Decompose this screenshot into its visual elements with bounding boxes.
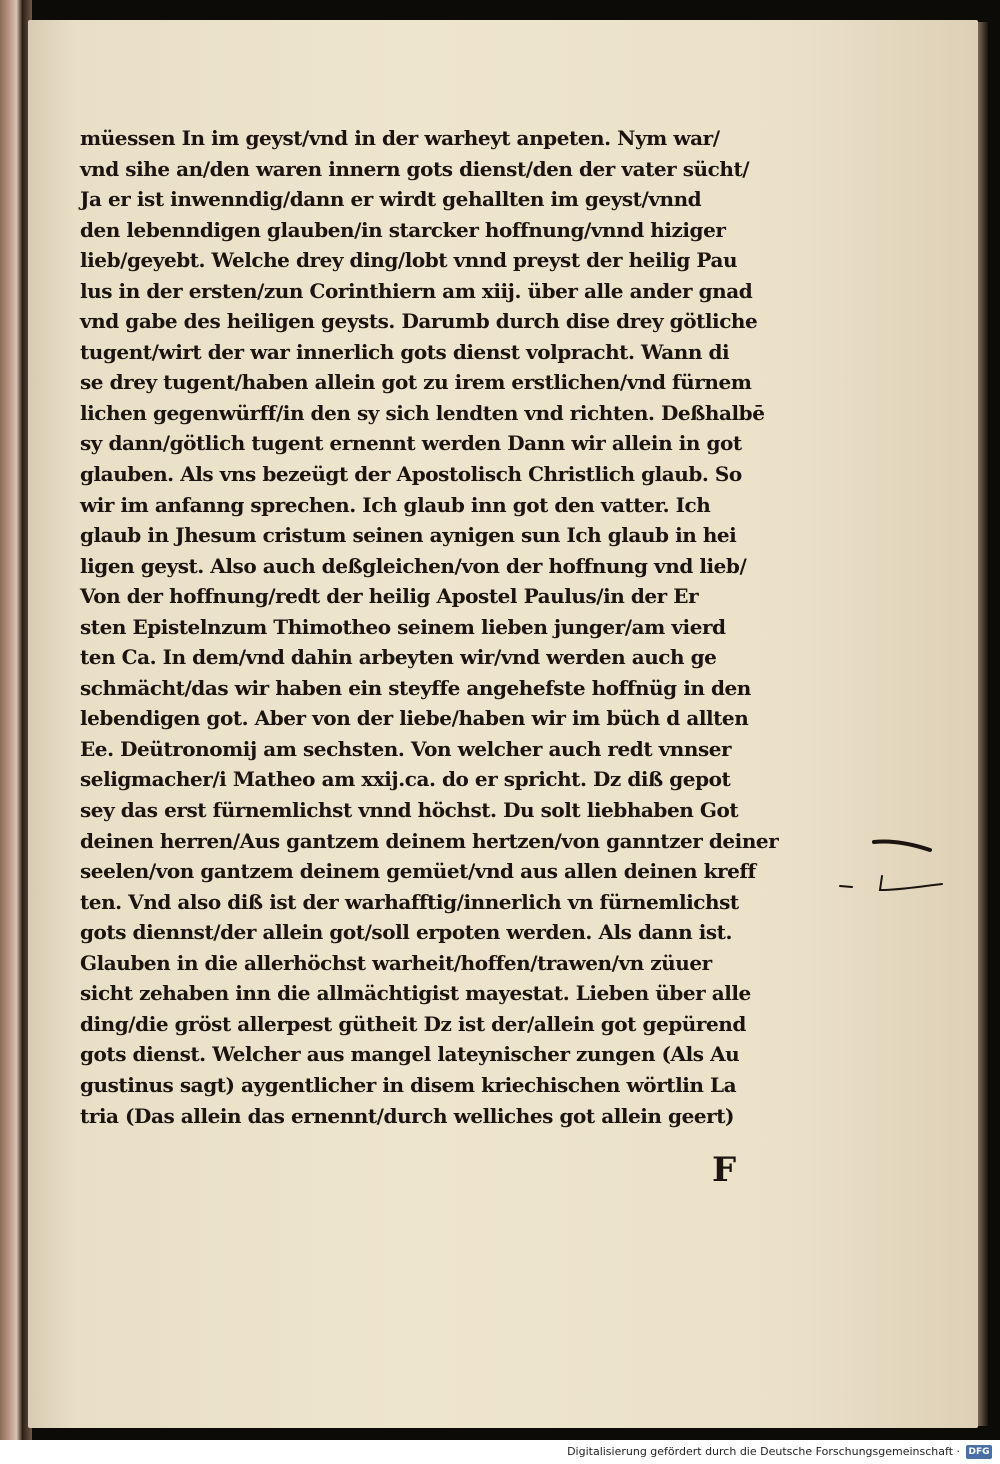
- text-line: deinen herren/Aus gantzem deinem hertzen/von ganntzer deiner: [80, 828, 779, 853]
- text-line: gustinus sagt) aygentlicher in disem kriechischen wörtlin La: [80, 1072, 737, 1097]
- text-line: schmächt/das wir haben ein steyffe angehefste hoffnüg in den: [80, 675, 751, 700]
- text-line: glaub in Jhesum cristum seinen aynigen sun Ich glaub in hei: [80, 523, 737, 548]
- text-line: se drey tugent/haben allein got zu irem erstlichen/vnd fürnem: [80, 370, 752, 395]
- text-line: lebendigen got. Aber von der liebe/haben wir im büch d allten: [80, 706, 749, 731]
- text-line: müessen In im geyst/vnd in der warheyt anpeten. Nym war/: [80, 126, 720, 150]
- text-line: wir im anfanng sprechen. Ich glaub inn got den vatter. Ich: [80, 492, 711, 517]
- text-line: seelen/von gantzem deinem gemüet/vnd aus allen deinen kreff: [80, 859, 756, 884]
- text-line: den lebenndigen glauben/in starcker hoffnung/vnnd hiziger: [80, 217, 726, 242]
- text-line: ten Ca. In dem/vnd dahin arbeyten wir/vnd werden auch ge: [80, 645, 717, 670]
- text-line: lichen gegenwürff/in den sy sich lendten vnd richten. Deßhalbē: [80, 400, 765, 425]
- page-text: [80, 123, 800, 1131]
- footer-bar: [0, 1440, 1000, 1464]
- signature-mark: F: [712, 1150, 737, 1190]
- text-line: seligmacher/i Matheo am xxij.ca. do er spricht. Dz diß gepot: [80, 767, 731, 792]
- footer-credit: Digitalisierung gefördert durch die Deutsche Forschungsgemeinschaft ·: [567, 1445, 960, 1458]
- text-line: Von der hoffnung/redt der heilig Apostel Paulus/in der Er: [80, 584, 699, 609]
- text-line: Glauben in die allerhöchst warheit/hoffen/trawen/vn züuer: [80, 950, 712, 975]
- margin-stroke-upper: [874, 841, 930, 850]
- text-line: gots dienst. Welcher aus mangel lateynischer zungen (Als Au: [80, 1042, 740, 1067]
- adjacent-page-edge: [0, 0, 22, 1440]
- text-line: tria (Das allein das ernennt/durch welliches got allein geert): [80, 1103, 735, 1128]
- text-line: glauben. Als vns bezeügt der Apostolisch Christlich glaub. So: [80, 462, 742, 487]
- text-line: ten. Vnd also diß ist der warhafftig/innerlich vn fürnemlichst: [80, 889, 739, 914]
- text-line: Ja er ist inwenndig/dann er wirdt gehallten im geyst/vnnd: [80, 187, 702, 212]
- text-line: lieb/geyebt. Welche drey ding/lobt vnnd preyst der heilig Pau: [80, 248, 738, 273]
- text-line: gots diennst/der allein got/soll erpoten werden. Als dann ist.: [80, 920, 732, 945]
- text-line: sicht zehaben inn die allmächtigist mayestat. Lieben über alle: [80, 981, 751, 1006]
- margin-marks: [832, 820, 962, 920]
- text-line: sy dann/götlich tugent ernennt werden Dann wir allein in got: [80, 431, 742, 456]
- page-edge-shadow: [978, 22, 988, 1426]
- margin-stroke-lower: [840, 876, 942, 890]
- dfg-logo: DFG: [966, 1445, 992, 1459]
- text-line: vnd gabe des heiligen geysts. Darumb durch dise drey götliche: [80, 309, 758, 334]
- text-line: Ee. Deütronomij am sechsten. Von welcher auch redt vnnser: [80, 736, 732, 761]
- text-line: ligen geyst. Also auch deßgleichen/von der hoffnung vnd lieb/: [80, 553, 747, 578]
- text-line: tugent/wirt der war innerlich gots dienst volpracht. Wann di: [80, 339, 730, 364]
- text-line: sey das erst fürnemlichst vnnd höchst. Du solt liebhaben Got: [80, 798, 739, 823]
- text-line: vnd sihe an/den waren innern gots dienst/den der vater sücht/: [80, 156, 750, 181]
- text-line: ding/die gröst allerpest gütheit Dz ist der/allein got gepürend: [80, 1011, 746, 1036]
- text-line: sten Epistelnzum Thimotheo seinem lieben junger/am vierd: [80, 614, 726, 639]
- text-line: lus in der ersten/zun Corinthiern am xiij. über alle ander gnad: [80, 278, 753, 303]
